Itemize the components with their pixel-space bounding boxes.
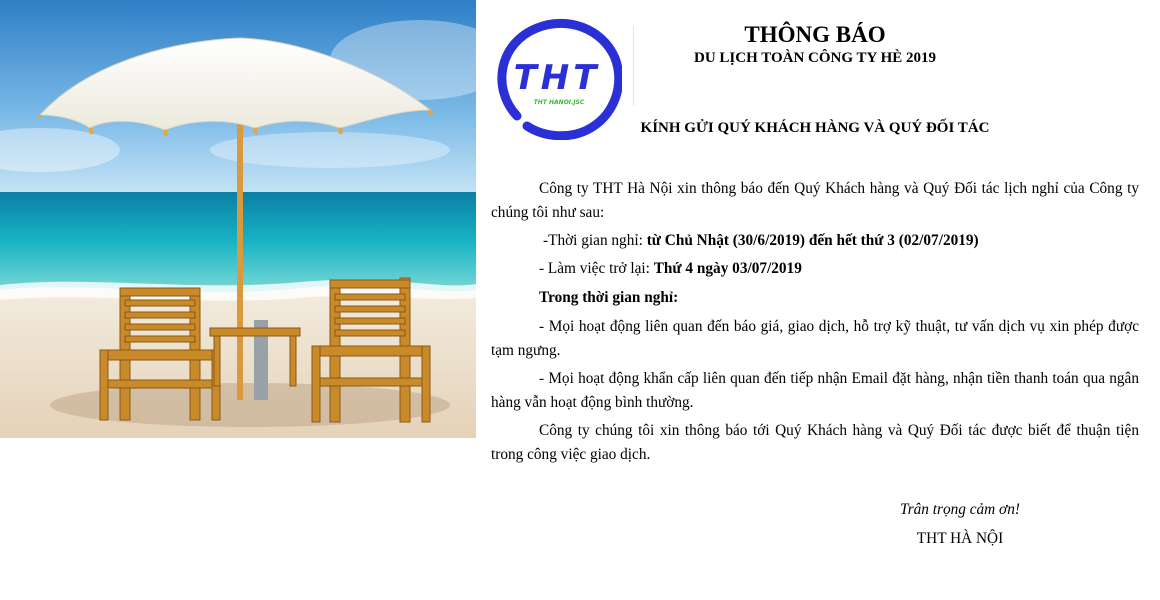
- resume-label: - Làm việc trở lại:: [539, 260, 654, 277]
- bullet-1: - Mọi hoạt động liên quan đến báo giá, giao dịch, hỗ trợ kỹ thuật, tư vấn dịch vụ xin phép được tạm ngưng.: [491, 318, 1139, 359]
- beach-photo: [0, 0, 476, 438]
- resume-line: [491, 257, 1139, 281]
- during-heading-text: Trong thời gian nghỉ:: [539, 289, 679, 306]
- divider: [633, 26, 634, 106]
- bullet-2: - Mọi hoạt động khẩn cấp liên quan đến tiếp nhận Email đặt hàng, nhận tiền thanh toán qua ngân hàng vẫn hoạt động bình thường.: [491, 370, 1139, 411]
- logo-small-text: THT HANOI.JSC: [533, 99, 585, 106]
- logo-text: THT: [513, 58, 601, 98]
- during-heading: [491, 286, 1139, 310]
- intro-paragraph: Công ty THT Hà Nội xin thông báo đến Quý Khách hàng và Quý Đối tác lịch nghỉ của Công ty chúng tôi như sau:: [491, 180, 1139, 221]
- closing-paragraph: Công ty chúng tôi xin thông báo tới Quý Khách hàng và Quý Đối tác được biết để thuận tiện trong công việc giao dịch.: [491, 422, 1139, 463]
- greeting: KÍNH GỬI QUÝ KHÁCH HÀNG VÀ QUÝ ĐỐI TÁC: [640, 120, 990, 136]
- notice-subtitle: DU LỊCH TOÀN CÔNG TY HÈ 2019: [694, 50, 936, 66]
- notice-title: THÔNG BÁO: [744, 22, 886, 47]
- off-time-line: [491, 229, 1139, 253]
- signature: THT HÀ NỘI: [916, 530, 1004, 547]
- off-time-value: từ Chủ Nhật (30/6/2019) đến hết thứ 3 (02/07/2019): [646, 232, 979, 249]
- resume-value: Thứ 4 ngày 03/07/2019: [653, 260, 802, 277]
- off-time-label: -Thời gian nghỉ:: [543, 232, 647, 249]
- thanks-line: Trân trọng cảm ơn!: [900, 501, 1020, 518]
